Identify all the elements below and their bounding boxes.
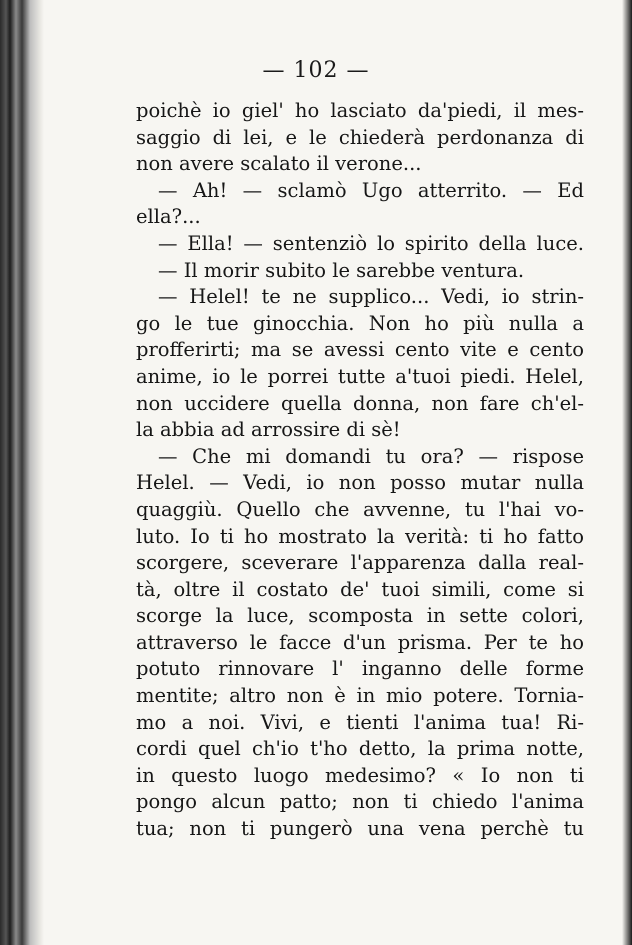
text-line: mo a noi. Vivi, e tienti l'anima tua! Ri- <box>136 710 584 734</box>
text-line: scorge la luce, scomposta in sette colori, <box>136 604 584 628</box>
text-line: luto. Io ti ho mostrato la verità: ti ho fatto <box>136 524 584 548</box>
text-line: Helel. — Vedi, io non posso mutar nulla <box>136 471 584 495</box>
text-line: ella?... <box>136 205 201 229</box>
body-text <box>136 98 584 843</box>
text-line: — Helel! te ne supplico... Vedi, io strin- <box>158 285 584 309</box>
text-line: — Che mi domandi tu ora? — rispose <box>158 444 584 468</box>
text-line: tua; non ti pungerò una vena perchè tu <box>136 817 584 841</box>
page-edge <box>622 0 632 945</box>
text-line: anime, io le porrei tutte a'tuoi piedi. Helel, <box>136 364 584 388</box>
text-line: mentite; altro non è in mio potere. Tornia- <box>136 684 584 708</box>
text-line: non uccidere quella donna, non fare ch'el- <box>136 391 584 415</box>
text-line: la abbia ad arrossire di sè! <box>136 418 401 442</box>
text-line: cordi quel ch'io t'ho detto, la prima notte, <box>136 737 584 761</box>
text-line: pongo alcun patto; non ti chiedo l'anima <box>136 790 584 814</box>
text-line: — Ah! — sclamò Ugo atterrito. — Ed <box>158 178 584 202</box>
text-line: potuto rinnovare l' inganno delle forme <box>136 657 584 681</box>
text-line: profferirti; ma se avessi cento vite e cento <box>136 338 584 362</box>
text-line: — Ella! — sentenziò lo spirito della luce. <box>158 231 584 255</box>
text-line: scorgere, sceverare l'apparenza dalla real- <box>136 551 584 575</box>
text-line: — Il morir subito le sarebbe ventura. <box>158 258 525 282</box>
text-line: saggio di lei, e le chiederà perdonanza di <box>136 125 584 149</box>
book-spine <box>0 0 44 945</box>
text-line: poichè io giel' ho lasciato da'piedi, il mes- <box>136 99 584 122</box>
text-line: non avere scalato il verone... <box>136 152 422 176</box>
page-number: — 102 — <box>262 58 370 83</box>
text-line: go le tue ginocchia. Non ho più nulla a <box>136 311 584 335</box>
text-line: in questo luogo medesimo? « Io non ti <box>136 763 584 787</box>
text-line: quaggiù. Quello che avvenne, tu l'hai vo- <box>136 497 584 521</box>
text-line: tà, oltre il costato de' tuoi simili, come si <box>136 577 584 601</box>
text-line: attraverso le facce d'un prisma. Per te ho <box>136 630 584 654</box>
